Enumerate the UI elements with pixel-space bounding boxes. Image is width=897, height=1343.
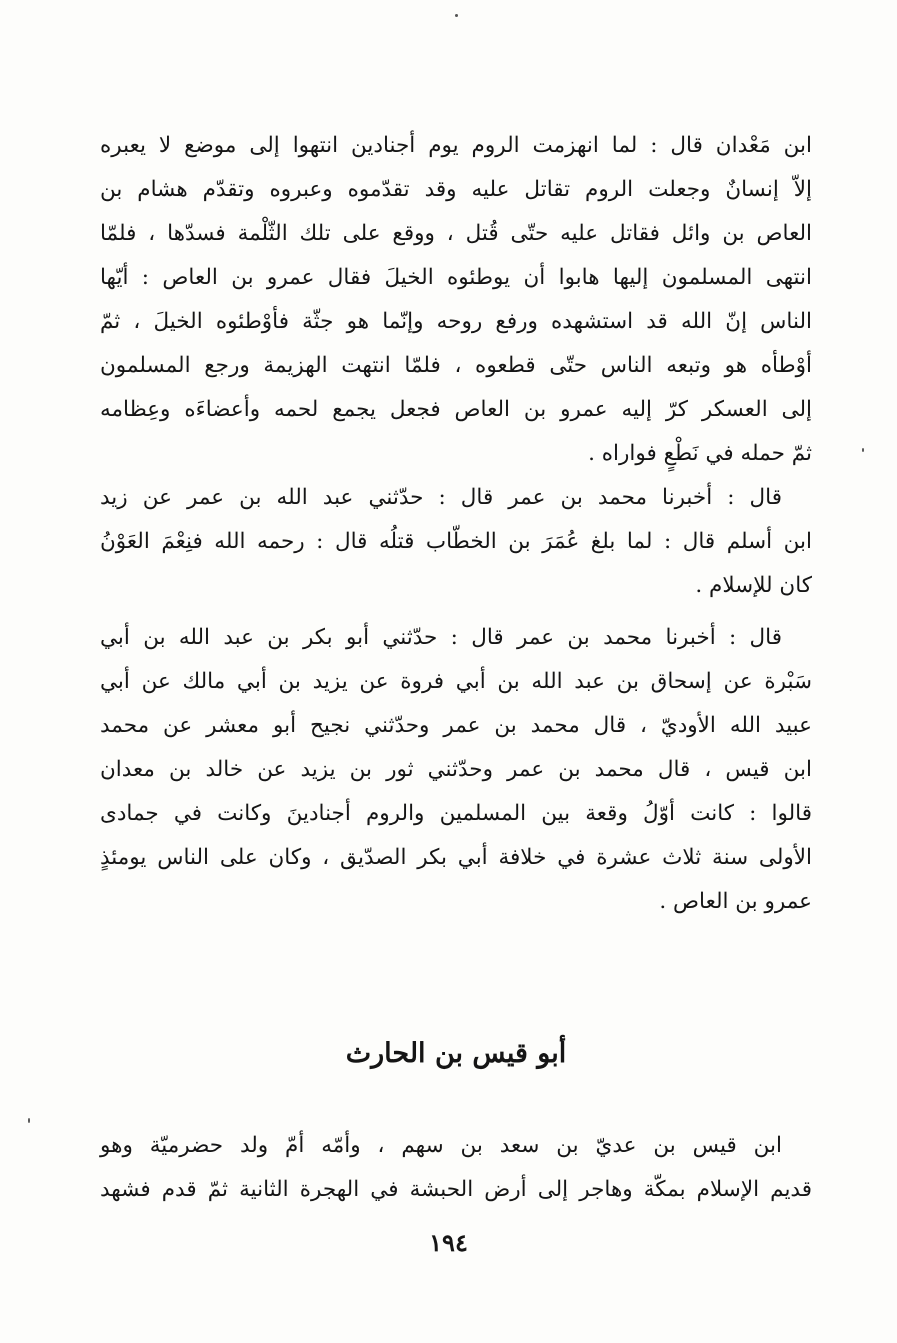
text-line: كان للإسلام . <box>695 573 812 598</box>
text-line: العاص بن وائل فقاتل عليه حتّى قُتل ، ووقع على تلك الثّلْمة فسدّها ، فلمّا <box>100 221 812 246</box>
text-line: إلاّ إنسانٌ وجعلت الروم تقاتل عليه وقد تقدّموه وعبروه وتقدّم هشام بن <box>100 177 812 202</box>
paragraph-2 <box>100 476 812 608</box>
text-line: قالوا : كانت أوّلُ وقعة بين المسلمين والروم أجنادينَ وكانت في جمادى <box>100 801 812 826</box>
section-heading: أبو قيس بن الحارث <box>345 1038 567 1069</box>
scan-speck <box>455 14 458 17</box>
text-line: ابن قيس بن عديّ بن سعد بن سهم ، وأمّه أمّ ولد حضرميّة وهو <box>100 1133 782 1158</box>
text-line: سَبْرة عن إسحاق بن عبد الله بن أبي فروة عن يزيد بن أبي مالك عن أبي <box>100 669 812 694</box>
page-body <box>100 124 812 1212</box>
bottom-paragraph <box>100 1124 812 1212</box>
scan-speck <box>28 1118 30 1123</box>
text-line: أوْطأه هو وتبعه الناس حتّى قطعوه ، فلمّا انتهت الهزيمة ورجع المسلمون <box>100 353 812 378</box>
text-line: الناس إنّ الله قد استشهده ورفع روحه وإنّما هو جثّة فأوْطئوه الخيلَ ، ثمّ <box>100 309 812 334</box>
text-line: قديم الإسلام بمكّة وهاجر إلى أرض الحبشة في الهجرة الثانية ثمّ قدم فشهد <box>100 1177 812 1202</box>
scan-speck <box>862 448 864 452</box>
text-line: إلى العسكر كرّ إليه عمرو بن العاص فجعل يجمع لحمه وأعضاءَه وعِظامه <box>100 397 812 422</box>
text-line: عبيد الله الأوديّ ، قال محمد بن عمر وحدّثني نجيح أبو معشر عن محمد <box>100 713 812 738</box>
paragraph-3 <box>100 616 812 924</box>
page-number: ١٩٤ <box>429 1228 468 1257</box>
text-line: ابن أسلم قال : لما بلغ عُمَرَ بن الخطّاب قتلُه قال : رحمه الله فنِعْمَ العَوْنُ <box>100 529 812 554</box>
text-line: الأولى سنة ثلاث عشرة في خلافة أبي بكر الصدّيق ، وكان على الناس يومئذٍ <box>100 845 812 870</box>
text-line: ابن قيس ، قال محمد بن عمر وحدّثني ثور بن يزيد عن خالد بن معدان <box>100 757 812 782</box>
text-line: ثمّ حمله في نَطْعٍ فواراه . <box>588 441 812 466</box>
text-line: قال : أخبرنا محمد بن عمر قال : حدّثني أبو بكر بن عبد الله بن أبي <box>100 625 782 650</box>
text-line: ابن مَعْدان قال : لما انهزمت الروم يوم أجنادين انتهوا إلى موضع لا يعبره <box>100 133 812 158</box>
text-line: قال : أخبرنا محمد بن عمر قال : حدّثني عبد الله بن عمر عن زيد <box>100 485 782 510</box>
text-line: انتهى المسلمون إليها هابوا أن يوطئوه الخيلَ فقال عمرو بن العاص : أيّها <box>100 265 812 290</box>
text-line: عمرو بن العاص . <box>659 889 812 914</box>
paragraph-1 <box>100 124 812 476</box>
